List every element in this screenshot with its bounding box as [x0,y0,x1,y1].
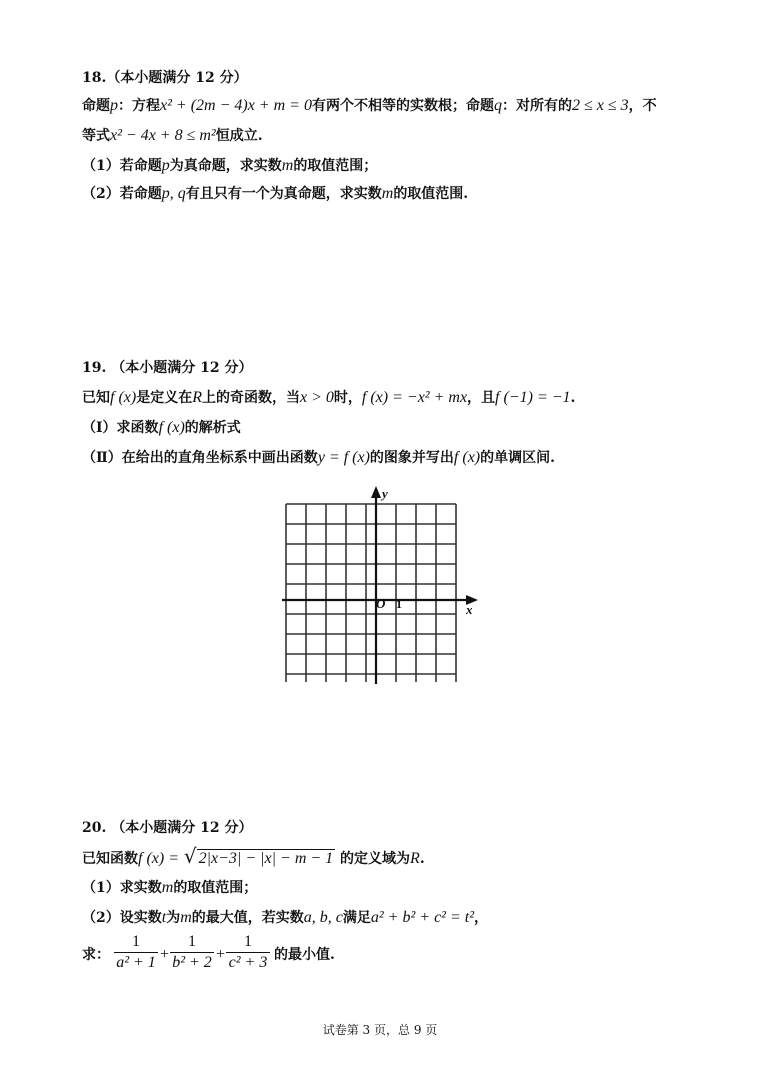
grid-lines [286,504,456,682]
plus-2: + [216,946,226,963]
q18-line1: 命题p：方程x² + (2m − 4)x + m = 0有两个不相等的实数根；命题q：对所有的2 ≤ x ≤ 3，不 [82,97,657,114]
plus-1: + [160,946,170,963]
fraction-3-denominator: c² + 3 [228,954,268,971]
fraction-3-bar [226,952,270,953]
fraction-2-bar [170,952,214,953]
q19-heading: 19. （本小题满分 12 分） [82,360,253,376]
radical-sign: √ [183,844,197,868]
q19-equation: f (x) = −x² + mx [361,389,468,406]
fraction-1-numerator: 1 [132,933,140,950]
q19-part1: （Ⅰ）求函数f (x)的解析式 [82,419,241,436]
y-axis-arrow [371,486,381,498]
fraction-3-numerator: 1 [244,933,252,950]
q18-equation: x² + (2m − 4)x + m = 0 [160,97,312,114]
x-axis-label: x [466,602,473,617]
q18-part2: （2）若命题p, q有且只有一个为真命题，求实数m的取值范围. [82,185,469,202]
fraction-3 [226,933,270,972]
q20-ask: 求： [82,947,110,963]
q20-constraint: a² + b² + c² = t² [370,909,474,926]
y-axis-label: y [382,486,388,501]
q20-line1: 已知函数f (x) = √ 2|x−3| − |x| − m − 1 的定义域为R. [82,844,425,868]
page-footer: 试卷第 3 页，总 9 页 [322,1023,438,1037]
q18-heading: 18.（本小题满分 12 分） [82,70,248,86]
q20-heading: 20. （本小题满分 12 分） [82,820,253,836]
q20-ask-tail: 的最小值. [274,947,335,963]
coordinate-grid-svg [276,482,486,688]
fraction-1-denominator: a² + 1 [116,954,156,971]
fraction-2-numerator: 1 [188,933,196,950]
fraction-2-denominator: b² + 2 [172,954,212,971]
radicand: 2|x−3| − |x| − m − 1 [198,850,334,867]
q20-part1: （1）求实数m的取值范围； [82,879,258,896]
fraction-1 [114,933,158,972]
coordinate-grid [276,482,486,688]
q19-part2: （Ⅱ）在给出的直角坐标系中画出函数y = f (x)的图象并写出f (x)的单调区间. [82,449,555,466]
q18-range: 2 ≤ x ≤ 3 [571,97,629,114]
q20-part2: （2）设实数t为m的最大值，若实数a, b, c满足a² + b² + c² = t²， [82,909,488,926]
unit-label: 1 [396,597,402,611]
origin-label: O [376,596,386,611]
fraction-2 [170,933,214,972]
fraction-1-bar [114,952,158,953]
q19-line1: 已知f (x)是定义在R上的奇函数，当x > 0时，f (x) = −x² + mx，且f (−1) = −1. [82,389,576,406]
q18-part1: （1）若命题p为真命题，求实数m的取值范围； [82,157,378,174]
q18-inequality: x² − 4x + 8 ≤ m² [110,127,216,144]
q18-line2: 等式x² − 4x + 8 ≤ m²恒成立. [82,127,263,144]
